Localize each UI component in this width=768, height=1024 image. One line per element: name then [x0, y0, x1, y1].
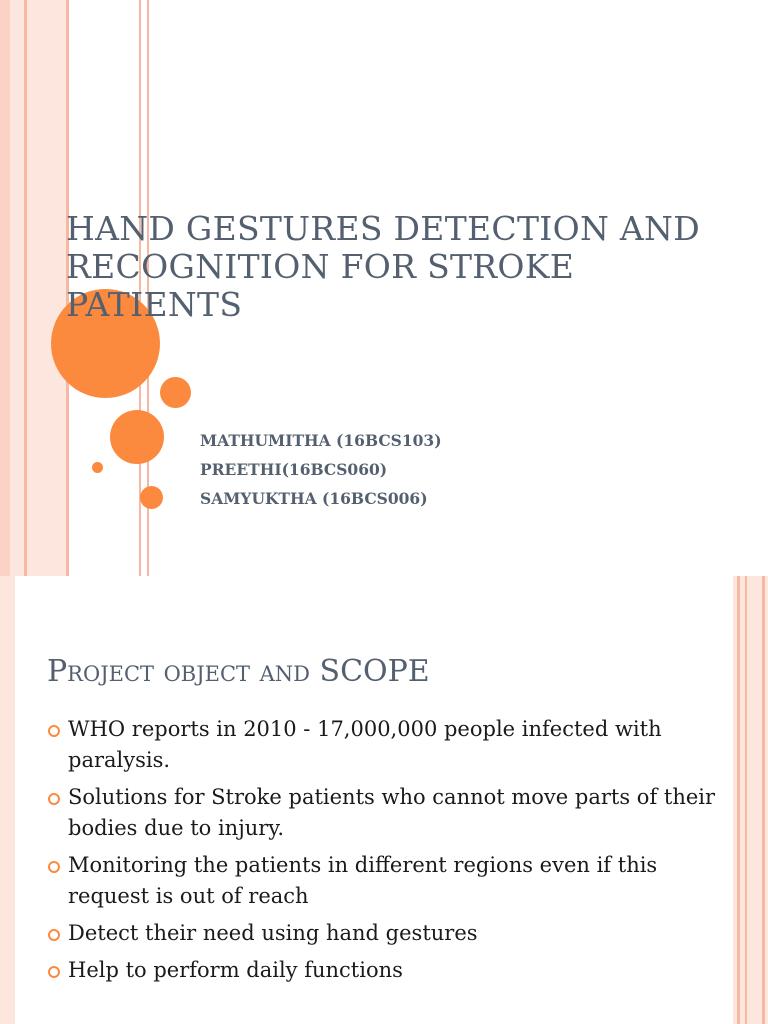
- list-item: [46, 714, 716, 776]
- decorative-circle-small: [160, 377, 191, 408]
- stripe-line: [762, 576, 765, 1024]
- decorative-circle-small: [140, 486, 163, 509]
- decorative-circle-tiny: [92, 462, 103, 473]
- decorative-circle-medium: [110, 410, 164, 464]
- author-item: MATHUMITHA (16BCS103): [200, 431, 442, 450]
- heading-text-scope: SCOPE: [319, 654, 430, 689]
- author-list: [200, 426, 442, 513]
- slide-title: HAND GESTURES DETECTION AND RECOGNITION FOR STROKE PATIENTS: [66, 209, 700, 324]
- left-stripe-band: [0, 0, 68, 576]
- list-item-text: Monitoring the patients in different regions even if this request is out of reach: [68, 853, 658, 908]
- circle-bullet-icon: [48, 725, 60, 737]
- list-item-text: WHO reports in 2010 - 17,000,000 people infected with paralysis.: [68, 717, 662, 772]
- stripe-line: [745, 576, 747, 1024]
- left-stripe-band: [0, 576, 15, 1024]
- left-stripe-edge: [0, 0, 10, 576]
- author-item: SAMYUKTHA (16BCS006): [200, 489, 428, 508]
- stripe-line: [24, 0, 27, 576]
- stripe-line: [737, 576, 740, 1024]
- list-item: [46, 782, 716, 844]
- bullet-list: [46, 714, 716, 992]
- list-item: [46, 850, 716, 912]
- list-item-text: Detect their need using hand gestures: [68, 921, 478, 945]
- list-item: [46, 955, 716, 986]
- slide-heading: [47, 654, 430, 689]
- list-item: [46, 918, 716, 949]
- author-item: PREETHI(16BCS060): [200, 460, 388, 479]
- circle-bullet-icon: [48, 929, 60, 941]
- list-item-text: Solutions for Stroke patients who cannot move parts of their bodies due to injury.: [68, 785, 716, 840]
- circle-bullet-icon: [48, 793, 60, 805]
- circle-bullet-icon: [48, 966, 60, 978]
- content-slide: [0, 576, 768, 1024]
- list-item-text: Help to perform daily functions: [68, 958, 403, 982]
- circle-bullet-icon: [48, 861, 60, 873]
- heading-text: Project object and: [47, 654, 310, 689]
